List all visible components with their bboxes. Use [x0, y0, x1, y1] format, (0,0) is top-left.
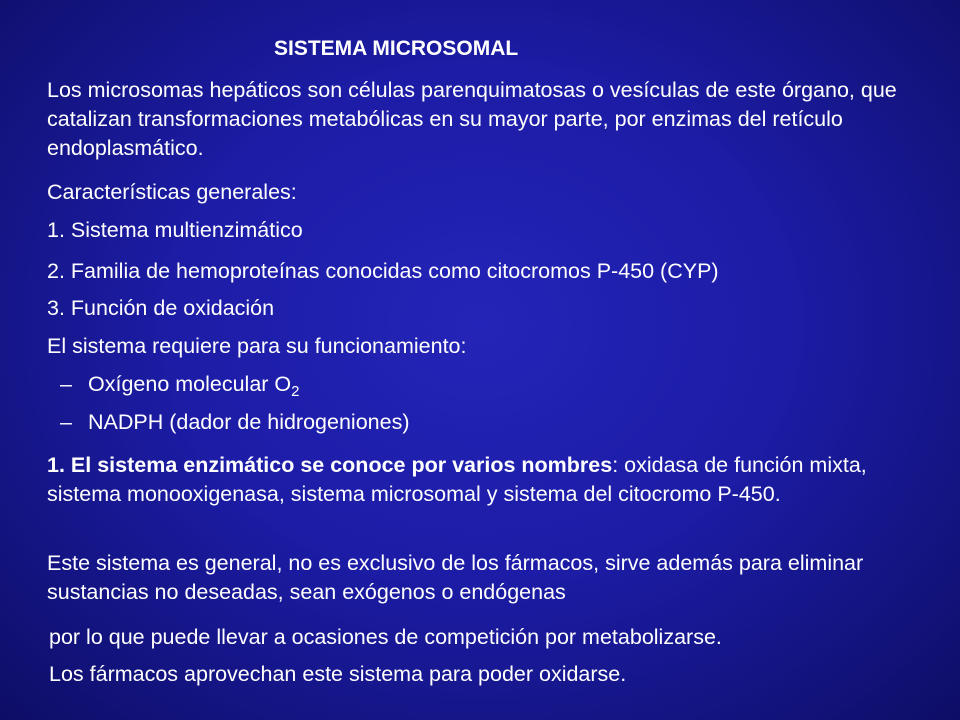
- requirement-item-nadph: [60, 408, 409, 437]
- feature-item-2: 2. Familia de hemoproteínas conocidas como citocromos P-450 (CYP): [47, 259, 719, 283]
- dash-bullet: –: [60, 372, 72, 396]
- general-paragraph: Este sistema es general, no es exclusivo de los fármacos, sirve además para eliminar sustancias no deseadas, sean exógenos o endógenas: [47, 551, 864, 604]
- dash-bullet: –: [60, 410, 72, 434]
- oxygen-text: Oxígeno molecular O: [88, 372, 292, 396]
- competition-line: por lo que puede llevar a ocasiones de competición por metabolizarse.: [49, 625, 722, 649]
- features-heading: Características generales:: [47, 180, 297, 204]
- names-rest: : oxidasa de función mixta, sistema monooxigenasa, sistema microsomal y sistema del citocromo P-450.: [47, 453, 867, 506]
- slide-title: SISTEMA MICROSOMAL: [274, 37, 519, 60]
- intro-paragraph: Los microsomas hepáticos son células parenquimatosas o vesículas de este órgano, que catalizan transformaciones metabólicas en su mayor parte, por enzimas del retículo endoplasmático.: [47, 78, 897, 160]
- oxygen-subscript: 2: [291, 383, 300, 400]
- names-paragraph: [47, 451, 927, 509]
- oxidation-line: Los fármacos aprovechan este sistema para poder oxidarse.: [49, 662, 627, 686]
- feature-item-3: 3. Función de oxidación: [47, 296, 275, 320]
- feature-item-1: 1. Sistema multienzimático: [47, 218, 303, 242]
- nadph-text: NADPH (dador de hidrogeniones): [88, 410, 410, 434]
- requirement-item-oxygen: [60, 370, 300, 399]
- requirements-heading: El sistema requiere para su funcionamiento:: [47, 334, 467, 358]
- names-bold-lead: 1. El sistema enzimático se conoce por varios nombres: [47, 453, 613, 477]
